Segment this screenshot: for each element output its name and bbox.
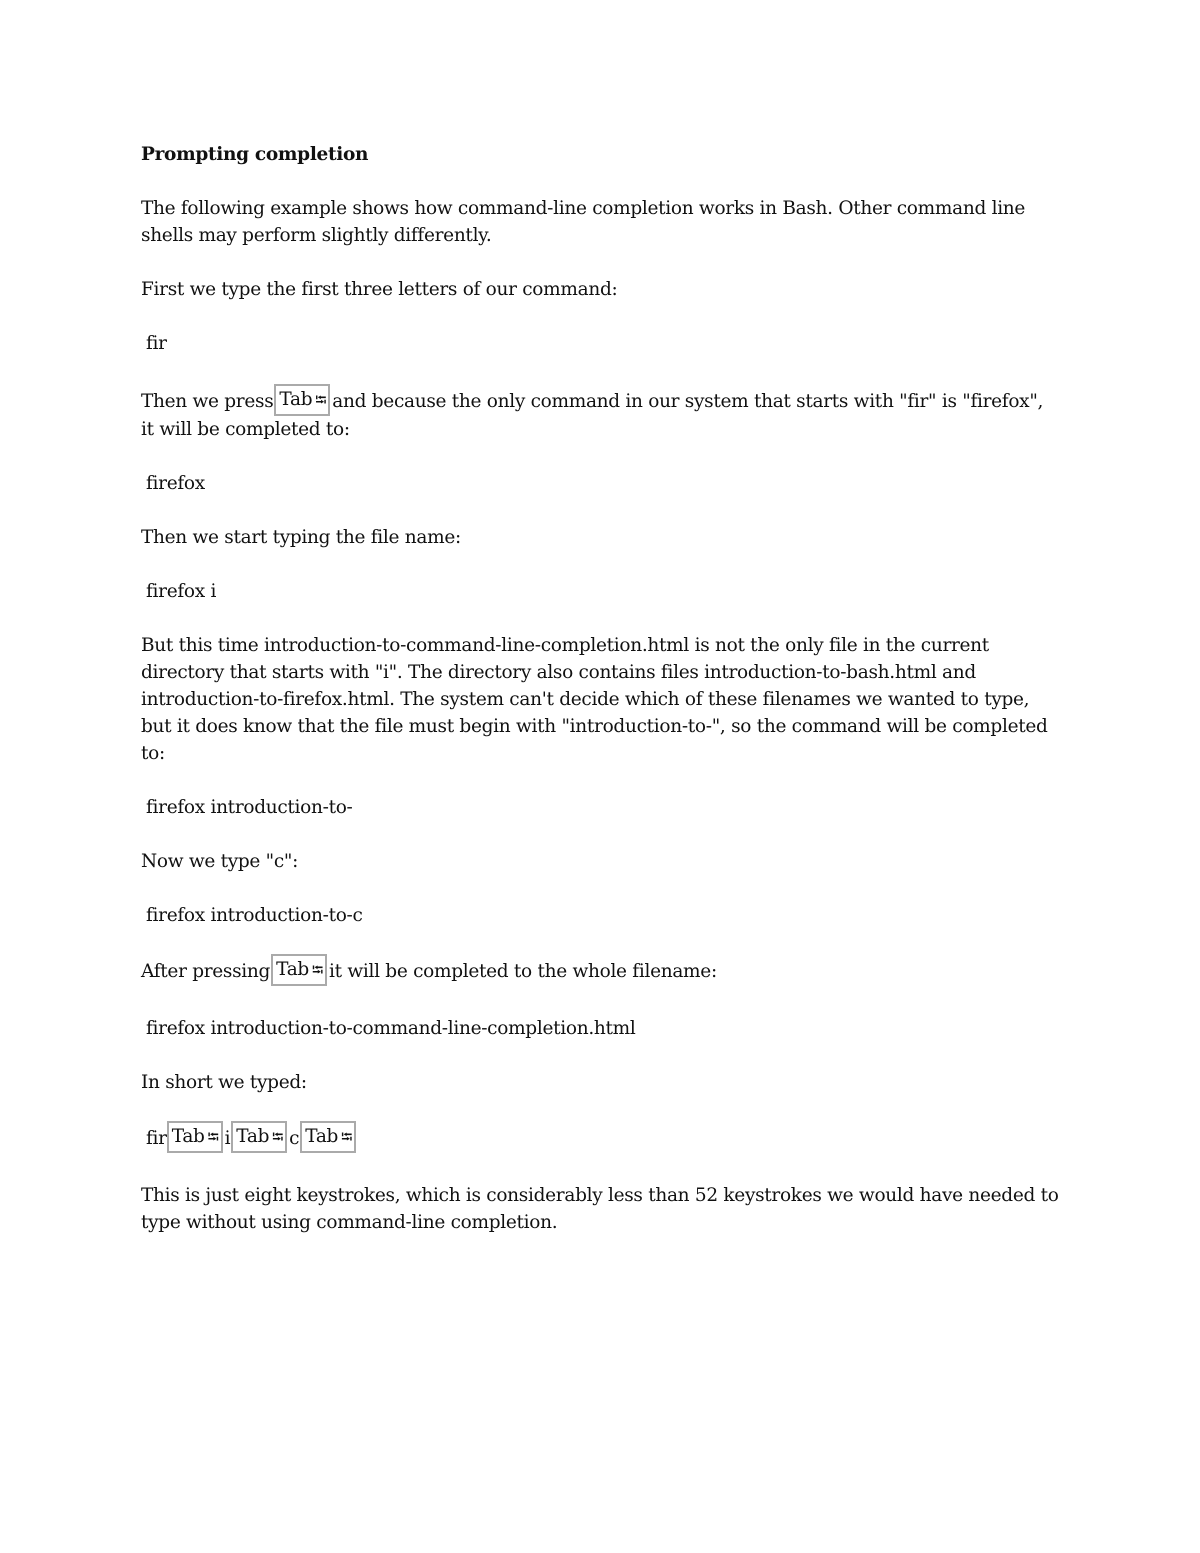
intro-paragraph: The following example shows how command-line completion works in Bash. Other command line shells may perform slightly differently. — [141, 198, 1026, 246]
command-example-5: firefox introduction-to-c — [146, 905, 363, 926]
tab-key — [271, 954, 327, 986]
step-1-text: First we type the first three letters of our command: — [141, 279, 618, 300]
step-6-text-after: it will be completed to the whole filename: — [329, 961, 717, 982]
tab-key-icon: ⭾ — [207, 1128, 219, 1146]
command-example-1: fir — [146, 333, 167, 354]
step-2-text-before: Then we press — [141, 391, 274, 412]
tab-key — [274, 384, 330, 416]
step-2-text — [141, 388, 1061, 443]
command-example-4: firefox introduction-to- — [146, 797, 353, 818]
conclusion-paragraph: This is just eight keystrokes, which is considerably less than 52 keystrokes we would have needed to type without using command-line completion. — [141, 1185, 1059, 1233]
command-example-6: firefox introduction-to-command-line-completion.html — [146, 1018, 636, 1039]
keystroke-sequence — [146, 1123, 1061, 1155]
step-2-text-after: and because the only command in our system that starts with "fir" is "firefox", it will be completed to: — [141, 391, 1044, 440]
step-3-text: Then we start typing the file name: — [141, 527, 461, 548]
tab-key — [231, 1121, 287, 1153]
command-example-2: firefox — [146, 473, 205, 494]
tab-key-label: Tab — [276, 959, 309, 980]
step-6-text — [141, 956, 1061, 988]
tab-key — [167, 1121, 223, 1153]
step-6-text-before: After pressing — [141, 961, 271, 982]
tab-key-icon: ⭾ — [272, 1128, 284, 1146]
tab-key-label: Tab — [305, 1126, 339, 1147]
tab-key-label: Tab — [171, 1126, 205, 1147]
tab-key-label: Tab — [279, 389, 313, 410]
keystroke-text-c: c — [289, 1128, 300, 1149]
section-heading: Prompting completion — [141, 144, 369, 165]
step-5-text: Now we type "c": — [141, 851, 299, 872]
tab-key-icon: ⭾ — [315, 391, 327, 409]
command-example-3: firefox i — [146, 581, 217, 602]
document-body — [141, 141, 1061, 1236]
keystroke-text-b: i — [224, 1128, 231, 1149]
summary-intro: In short we typed: — [141, 1072, 307, 1093]
tab-key-label: Tab — [236, 1126, 270, 1147]
tab-key-icon: ⭾ — [311, 961, 323, 979]
keystroke-text-a: fir — [146, 1128, 167, 1149]
tab-key-icon: ⭾ — [341, 1128, 353, 1146]
tab-key — [300, 1121, 356, 1153]
step-4-text: But this time introduction-to-command-line-completion.html is not the only file in the current directory that starts with "i". The directory also contains files introduction-to-bash.html and introduction-to-firefox.html. The system can't decide which of these filenames we wanted to type, but it does know that the file must begin with "introduction-to-", so the command will be completed to: — [141, 635, 1048, 764]
